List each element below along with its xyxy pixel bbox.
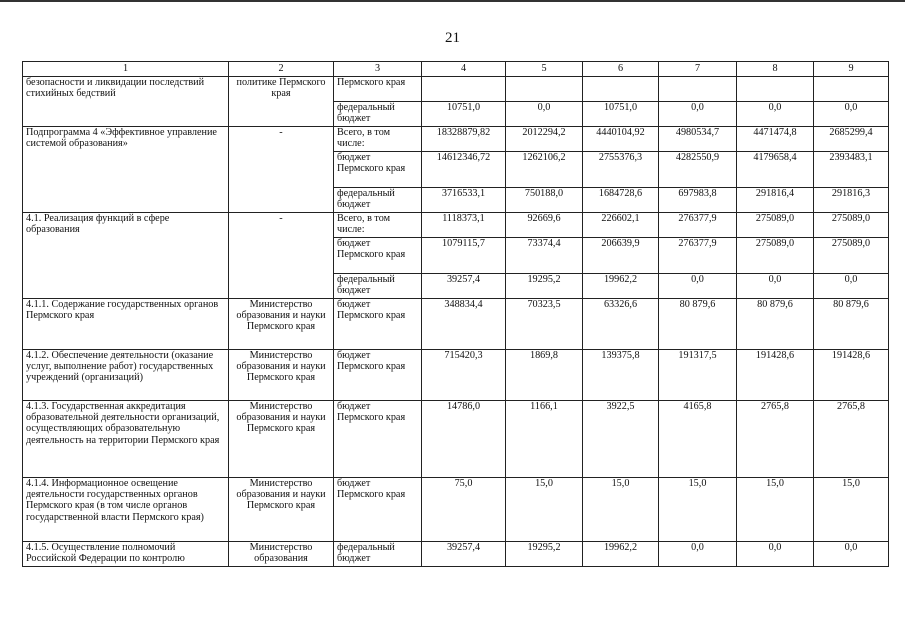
value-cell: 0,0 [659, 102, 737, 127]
table-row [23, 401, 889, 478]
value-cell: 1118373,1 [422, 213, 506, 238]
value-cell: 0,0 [814, 102, 889, 127]
value-cell: 206639,9 [583, 238, 659, 274]
table-row [23, 299, 889, 350]
table-row [23, 350, 889, 401]
header-cell: 4 [422, 62, 506, 77]
table-row [23, 213, 889, 238]
value-cell: 0,0 [814, 274, 889, 299]
value-cell: 14786,0 [422, 401, 506, 478]
value-cell: 0,0 [737, 102, 814, 127]
responsible-executor: политике Пермского края [229, 77, 334, 127]
value-cell: 2393483,1 [814, 152, 889, 188]
program-name: 4.1.3. Государственная аккредитация образовательной деятельности организаций, осуществляющих образовательную деятельность на территории Пермского края [23, 401, 229, 478]
table-row [23, 542, 889, 567]
value-cell: 70323,5 [506, 299, 583, 350]
value-cell: 63326,6 [583, 299, 659, 350]
funding-source: федеральный бюджет [334, 188, 422, 213]
header-cell: 3 [334, 62, 422, 77]
value-cell: 3922,5 [583, 401, 659, 478]
funding-source: бюджет Пермского края [334, 350, 422, 401]
value-cell: 19962,2 [583, 542, 659, 567]
value-cell: 1079115,7 [422, 238, 506, 274]
funding-source: Пермского края [334, 77, 422, 102]
page-number: 21 [445, 30, 460, 46]
value-cell: 19962,2 [583, 274, 659, 299]
funding-source: Всего, в том числе: [334, 127, 422, 152]
value-cell: 80 879,6 [737, 299, 814, 350]
value-cell: 0,0 [814, 542, 889, 567]
funding-source: бюджет Пермского края [334, 401, 422, 478]
value-cell: 348834,4 [422, 299, 506, 350]
header-cell: 1 [23, 62, 229, 77]
value-cell: 10751,0 [583, 102, 659, 127]
table-row [23, 127, 889, 152]
value-cell: 15,0 [737, 478, 814, 542]
value-cell: 19295,2 [506, 274, 583, 299]
value-cell: 275089,0 [737, 238, 814, 274]
value-cell: 4980534,7 [659, 127, 737, 152]
value-cell: 275089,0 [814, 213, 889, 238]
value-cell: 276377,9 [659, 238, 737, 274]
funding-source: бюджет Пермского края [334, 478, 422, 542]
value-cell: 191428,6 [814, 350, 889, 401]
value-cell: 39257,4 [422, 542, 506, 567]
program-name: безопасности и ликвидации последствий стихийных бедствий [23, 77, 229, 127]
value-cell: 1684728,6 [583, 188, 659, 213]
program-name: 4.1. Реализация функций в сфере образования [23, 213, 229, 299]
value-cell: 15,0 [506, 478, 583, 542]
responsible-executor: Министерство образования и науки Пермского края [229, 350, 334, 401]
value-cell: 2012294,2 [506, 127, 583, 152]
value-cell: 18328879,82 [422, 127, 506, 152]
value-cell: 19295,2 [506, 542, 583, 567]
value-cell: 1869,8 [506, 350, 583, 401]
header-cell: 7 [659, 62, 737, 77]
value-cell: 0,0 [506, 102, 583, 127]
table-row [23, 478, 889, 542]
responsible-executor: - [229, 213, 334, 299]
value-cell: 291816,3 [814, 188, 889, 213]
responsible-executor: Министерство образования и науки Пермского края [229, 401, 334, 478]
value-cell: 14612346,72 [422, 152, 506, 188]
value-cell: 80 879,6 [659, 299, 737, 350]
value-cell: 2685299,4 [814, 127, 889, 152]
value-cell: 4440104,92 [583, 127, 659, 152]
value-cell: 750188,0 [506, 188, 583, 213]
value-cell: 276377,9 [659, 213, 737, 238]
responsible-executor: Министерство образования и науки Пермского края [229, 478, 334, 542]
value-cell: 275089,0 [814, 238, 889, 274]
value-cell: 0,0 [659, 542, 737, 567]
header-cell: 6 [583, 62, 659, 77]
funding-source: бюджет Пермского края [334, 152, 422, 188]
funding-source: бюджет Пермского края [334, 238, 422, 274]
value-cell: 2755376,3 [583, 152, 659, 188]
value-cell: 715420,3 [422, 350, 506, 401]
program-name: 4.1.5. Осуществление полномочий Российской Федерации по контролю [23, 542, 229, 567]
value-cell: 0,0 [737, 274, 814, 299]
value-cell: 92669,6 [506, 213, 583, 238]
value-cell: 275089,0 [737, 213, 814, 238]
responsible-executor: Министерство образования [229, 542, 334, 567]
value-cell: 697983,8 [659, 188, 737, 213]
value-cell: 4282550,9 [659, 152, 737, 188]
value-cell: 4179658,4 [737, 152, 814, 188]
header-cell: 8 [737, 62, 814, 77]
value-cell: 4471474,8 [737, 127, 814, 152]
value-cell: 3716533,1 [422, 188, 506, 213]
value-cell: 291816,4 [737, 188, 814, 213]
value-cell: 10751,0 [422, 102, 506, 127]
program-name: 4.1.2. Обеспечение деятельности (оказание услуг, выполнение работ) государственных учреждений (организаций) [23, 350, 229, 401]
value-cell: 0,0 [659, 274, 737, 299]
value-cell: 2765,8 [814, 401, 889, 478]
value-cell: 4165,8 [659, 401, 737, 478]
value-cell: 75,0 [422, 478, 506, 542]
value-cell: 191428,6 [737, 350, 814, 401]
responsible-executor: - [229, 127, 334, 213]
funding-source: федеральный бюджет [334, 274, 422, 299]
value-cell: 1166,1 [506, 401, 583, 478]
value-cell: 80 879,6 [814, 299, 889, 350]
header-cell: 9 [814, 62, 889, 77]
program-name: 4.1.1. Содержание государственных органов Пермского края [23, 299, 229, 350]
funding-source: федеральный бюджет [334, 542, 422, 567]
funding-source: бюджет Пермского края [334, 299, 422, 350]
value-cell: 139375,8 [583, 350, 659, 401]
value-cell: 0,0 [737, 542, 814, 567]
table-row [23, 77, 889, 102]
header-cell: 2 [229, 62, 334, 77]
value-cell: 39257,4 [422, 274, 506, 299]
value-cell: 2765,8 [737, 401, 814, 478]
responsible-executor: Министерство образования и науки Пермского края [229, 299, 334, 350]
header-cell: 5 [506, 62, 583, 77]
funding-source: Всего, в том числе: [334, 213, 422, 238]
value-cell: 15,0 [583, 478, 659, 542]
value-cell: 191317,5 [659, 350, 737, 401]
value-cell: 15,0 [814, 478, 889, 542]
value-cell: 15,0 [659, 478, 737, 542]
value-cell: 1262106,2 [506, 152, 583, 188]
header-row [23, 62, 889, 77]
funding-source: федеральный бюджет [334, 102, 422, 127]
top-edge-line [0, 0, 905, 2]
value-cell: 73374,4 [506, 238, 583, 274]
value-cell: 226602,1 [583, 213, 659, 238]
program-name: 4.1.4. Информационное освещение деятельности государственных органов Пермского края (в том числе органов государственной власти Пермского края) [23, 478, 229, 542]
program-name: Подпрограмма 4 «Эффективное управление системой образования» [23, 127, 229, 213]
budget-table [22, 61, 889, 567]
